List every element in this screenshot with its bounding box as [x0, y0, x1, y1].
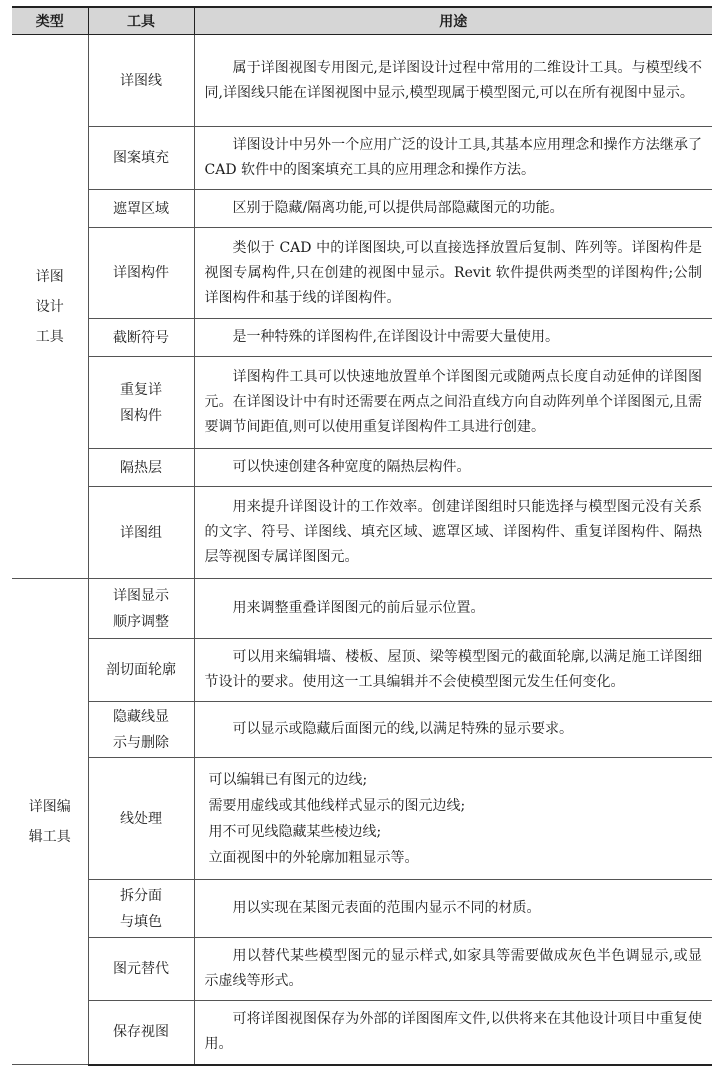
tool-cell: 图元替代: [88, 938, 194, 1001]
table-row: [12, 487, 712, 579]
tool-cell: 详图组: [88, 487, 194, 579]
header-type: 类型: [12, 7, 88, 35]
use-cell: 区别于隐藏/隔离功能,可以提供局部隐藏图元的功能。: [194, 190, 712, 228]
tool-cell: 保存视图: [88, 1001, 194, 1065]
tool-line: 图构件: [120, 407, 162, 424]
use-cell: 用以实现在某图元表面的范围内显示不同的材质。: [194, 880, 712, 938]
tool-cell: [88, 702, 194, 758]
tools-table: [12, 6, 712, 1066]
use-cell: 可以显示或隐藏后面图元的线,以满足特殊的显示要求。: [194, 702, 712, 758]
tool-line: 顺序调整: [113, 613, 169, 630]
table-row: [12, 880, 712, 938]
use-cell: 详图设计中另外一个应用广泛的设计工具,其基本应用理念和操作方法继承了 CAD 软件中的图案填充工具的应用理念和操作方法。: [194, 127, 712, 190]
tool-cell: 线处理: [88, 758, 194, 880]
use-line: 用不可见线隐藏某些棱边线;: [208, 823, 382, 840]
use-line: 可以编辑已有图元的边线;: [208, 771, 368, 788]
table-row: [12, 449, 712, 487]
use-cell: 用来提升详图设计的工作效率。创建详图组时只能选择与模型图元没有关系的文字、符号、详图线、填充区域、遮罩区域、详图构件、重复详图构件、隔热层等视图专属详图图元。: [194, 487, 712, 579]
tool-cell: [88, 880, 194, 938]
use-cell: [194, 758, 712, 880]
tool-line: 与填色: [120, 913, 162, 930]
tool-cell: 详图构件: [88, 228, 194, 319]
use-cell: 类似于 CAD 中的详图图块,可以直接选择放置后复制、阵列等。详图构件是视图专属构件,只在创建的视图中显示。Revit 软件提供两类型的详图构件;公制详图构件和基于线的详图构件。: [194, 228, 712, 319]
table-row: [12, 228, 712, 319]
tool-cell: 剖切面轮廓: [88, 639, 194, 702]
table-row: [12, 1001, 712, 1065]
table-row: [12, 758, 712, 880]
category-cell: [12, 35, 88, 579]
use-line: 立面视图中的外轮廓加粗显示等。: [208, 849, 419, 866]
table-row: [12, 357, 712, 449]
use-cell: 详图构件工具可以快速地放置单个详图图元或随两点长度自动延伸的详图图元。在详图设计中有时还需要在两点之间沿直线方向自动阵列单个详图图元,且需要调节间距值,则可以使用重复详图构件工具进行创建。: [194, 357, 712, 449]
use-cell: 用来调整重叠详图图元的前后显示位置。: [194, 579, 712, 639]
table-row: [12, 579, 712, 639]
header-use: 用途: [194, 7, 712, 35]
category-cell: [12, 579, 88, 1065]
use-cell: 用以替代某些模型图元的显示样式,如家具等需要做成灰色半色调显示,或显示虚线等形式。: [194, 938, 712, 1001]
header-row: [12, 7, 712, 35]
tool-cell: [88, 357, 194, 449]
use-line: 需要用虚线或其他线样式显示的图元边线;: [208, 797, 466, 814]
tool-line: 示与删除: [113, 734, 169, 751]
tool-cell: 遮罩区域: [88, 190, 194, 228]
use-cell: 可以用来编辑墙、楼板、屋顶、梁等模型图元的截面轮廓,以满足施工详图细节设计的要求。使用这一工具编辑并不会使模型图元发生任何变化。: [194, 639, 712, 702]
tool-cell: 图案填充: [88, 127, 194, 190]
category-line: 辑工具: [28, 828, 71, 845]
table-row: [12, 35, 712, 127]
table-row: [12, 702, 712, 758]
tool-line: 拆分面: [120, 887, 162, 904]
table-row: [12, 319, 712, 357]
tool-cell: [88, 579, 194, 639]
header-tool: 工具: [88, 7, 194, 35]
table-row: [12, 639, 712, 702]
use-cell: 属于详图视图专用图元,是详图设计过程中常用的二维设计工具。与模型线不同,详图线只能在详图视图中显示,模型现属于模型图元,可以在所有视图中显示。: [194, 35, 712, 127]
category-line: 工具: [35, 328, 64, 345]
category-line: 设计: [35, 298, 64, 315]
table-row: [12, 127, 712, 190]
tool-cell: 截断符号: [88, 319, 194, 357]
tool-line: 隐藏线显: [113, 708, 169, 725]
tool-cell: 详图线: [88, 35, 194, 127]
tool-line: 重复详: [120, 381, 162, 398]
category-line: 详图: [35, 268, 64, 285]
tool-line: 详图显示: [113, 587, 169, 604]
table-row: [12, 190, 712, 228]
category-line: 详图编: [28, 798, 71, 815]
use-cell: 可将详图视图保存为外部的详图图库文件,以供将来在其他设计项目中重复使用。: [194, 1001, 712, 1065]
use-cell: 可以快速创建各种宽度的隔热层构件。: [194, 449, 712, 487]
use-cell: 是一种特殊的详图构件,在详图设计中需要大量使用。: [194, 319, 712, 357]
table-row: [12, 938, 712, 1001]
tool-cell: 隔热层: [88, 449, 194, 487]
